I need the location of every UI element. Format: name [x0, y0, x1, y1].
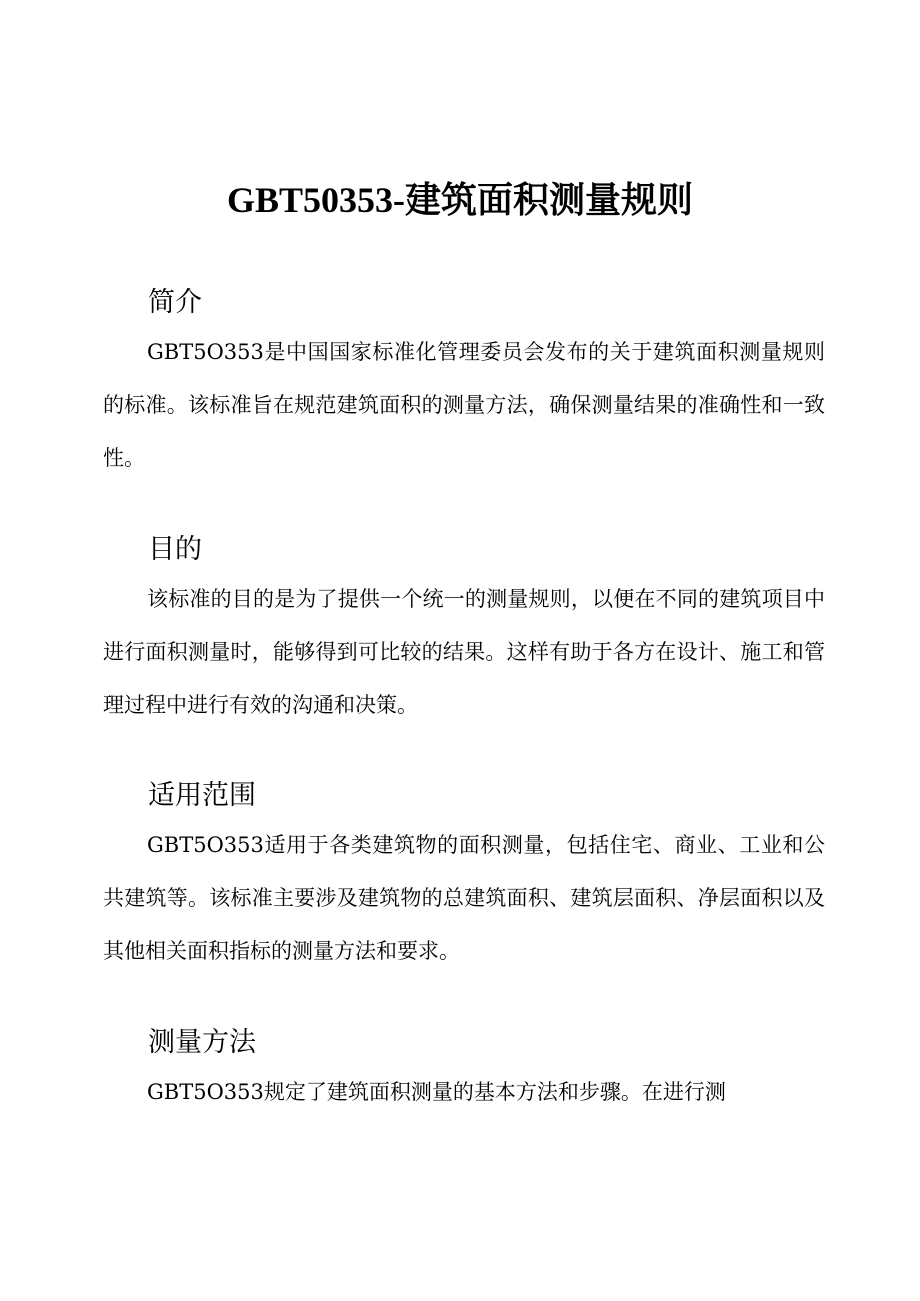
section-body-scope: GBT5O353适用于各类建筑物的面积测量，包括住宅、商业、工业和公共建筑等。该标准主要涉及建筑物的总建筑面积、建筑层面积、净层面积以及其他相关面积指标的测量方法和要求。	[103, 833, 825, 963]
section-body-intro: GBT5O353是中国国家标准化管理委员会发布的关于建筑面积测量规则的标准。该标准旨在规范建筑面积的测量方法，确保测量结果的准确性和一致性。	[103, 340, 825, 470]
section-heading-purpose: 目的	[148, 534, 202, 565]
section-body-method: GBT5O353规定了建筑面积测量的基本方法和步骤。在进行测	[147, 1080, 726, 1104]
section-body-purpose: 该标准的目的是为了提供一个统一的测量规则，以便在不同的建筑项目中进行面积测量时，能够得到可比较的结果。这样有助于各方在设计、施工和管理过程中进行有效的沟通和决策。	[103, 587, 825, 717]
section-heading-method: 测量方法	[148, 1027, 256, 1058]
section-heading-intro: 简介	[148, 287, 202, 318]
document-title: GBT50353-建筑面积测量规则	[226, 180, 693, 220]
section-heading-scope: 适用范围	[148, 780, 256, 811]
